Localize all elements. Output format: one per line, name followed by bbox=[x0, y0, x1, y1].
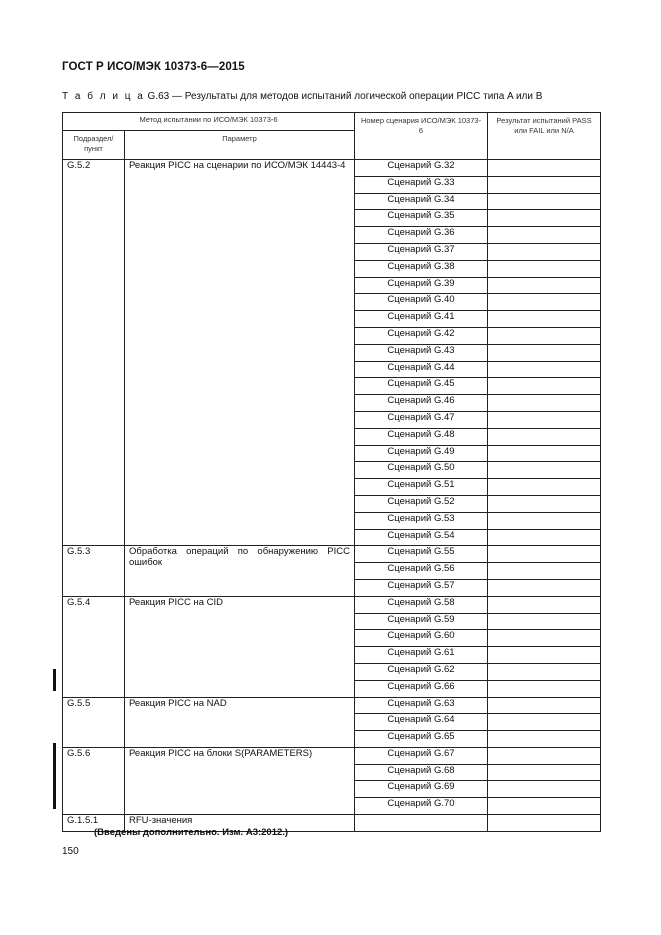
header-parameter: Параметр bbox=[125, 131, 355, 160]
scenario-cell: Сценарий G.38 bbox=[355, 260, 488, 277]
result-cell bbox=[488, 529, 601, 546]
result-cell bbox=[488, 747, 601, 764]
scenario-cell: Сценарий G.66 bbox=[355, 680, 488, 697]
result-cell bbox=[488, 697, 601, 714]
scenario-cell: Сценарий G.41 bbox=[355, 311, 488, 328]
results-table bbox=[62, 112, 601, 832]
section-code: G.5.4 bbox=[63, 596, 125, 697]
result-cell bbox=[488, 176, 601, 193]
scenario-cell: Сценарий G.51 bbox=[355, 479, 488, 496]
result-cell bbox=[488, 479, 601, 496]
scenario-cell: Сценарий G.68 bbox=[355, 764, 488, 781]
scenario-cell: Сценарий G.67 bbox=[355, 747, 488, 764]
scenario-cell: Сценарий G.43 bbox=[355, 344, 488, 361]
result-cell bbox=[488, 428, 601, 445]
parameter-cell: Реакция PICC на CID bbox=[125, 596, 355, 697]
scenario-cell: Сценарий G.61 bbox=[355, 647, 488, 664]
result-cell bbox=[488, 243, 601, 260]
scenario-cell: Сценарий G.34 bbox=[355, 193, 488, 210]
result-cell bbox=[488, 546, 601, 563]
scenario-cell: Сценарий G.54 bbox=[355, 529, 488, 546]
result-cell bbox=[488, 445, 601, 462]
table-caption bbox=[62, 91, 542, 102]
result-cell bbox=[488, 327, 601, 344]
parameter-cell: Реакция PICC на NAD bbox=[125, 697, 355, 747]
scenario-cell: Сценарий G.33 bbox=[355, 176, 488, 193]
scenario-cell: Сценарий G.52 bbox=[355, 495, 488, 512]
result-cell bbox=[488, 311, 601, 328]
table-row bbox=[63, 546, 601, 563]
scenario-cell: Сценарий G.50 bbox=[355, 462, 488, 479]
result-cell bbox=[488, 613, 601, 630]
result-cell bbox=[488, 714, 601, 731]
scenario-cell: Сценарий G.58 bbox=[355, 596, 488, 613]
result-cell bbox=[488, 495, 601, 512]
result-cell bbox=[488, 663, 601, 680]
result-cell bbox=[488, 680, 601, 697]
result-cell bbox=[488, 193, 601, 210]
result-cell bbox=[488, 596, 601, 613]
result-cell bbox=[488, 630, 601, 647]
result-cell bbox=[488, 344, 601, 361]
header-scenario: Номер сценария ИСО/МЭК 10373-6 bbox=[355, 113, 488, 160]
parameter-cell: RFU-значения bbox=[125, 815, 355, 832]
result-cell bbox=[488, 395, 601, 412]
result-cell bbox=[488, 731, 601, 748]
scenario-cell: Сценарий G.37 bbox=[355, 243, 488, 260]
section-code: G.5.5 bbox=[63, 697, 125, 747]
result-cell bbox=[488, 227, 601, 244]
scenario-cell: Сценарий G.70 bbox=[355, 798, 488, 815]
scenario-cell: Сценарий G.69 bbox=[355, 781, 488, 798]
header-result: Результат испытаний PASS или FAIL или N/A bbox=[488, 113, 601, 160]
scenario-cell: Сценарий G.32 bbox=[355, 160, 488, 177]
table-row bbox=[63, 160, 601, 177]
scenario-cell: Сценарий G.40 bbox=[355, 294, 488, 311]
page-number: 150 bbox=[62, 846, 79, 857]
section-code: G.5.2 bbox=[63, 160, 125, 546]
result-cell bbox=[488, 361, 601, 378]
result-cell bbox=[488, 563, 601, 580]
scenario-cell: Сценарий G.59 bbox=[355, 613, 488, 630]
section-code: G.5.6 bbox=[63, 747, 125, 814]
result-cell bbox=[488, 764, 601, 781]
result-cell bbox=[488, 462, 601, 479]
scenario-cell: Сценарий G.53 bbox=[355, 512, 488, 529]
scenario-cell: Сценарий G.63 bbox=[355, 697, 488, 714]
scenario-cell: Сценарий G.45 bbox=[355, 378, 488, 395]
scenario-cell: Сценарий G.42 bbox=[355, 327, 488, 344]
result-cell bbox=[488, 512, 601, 529]
table-row bbox=[63, 747, 601, 764]
result-cell bbox=[488, 277, 601, 294]
scenario-cell: Сценарий G.48 bbox=[355, 428, 488, 445]
document-header: ГОСТ Р ИСО/МЭК 10373-6—2015 bbox=[62, 61, 245, 73]
parameter-cell: Реакция PICC на блоки S(PARAMETERS) bbox=[125, 747, 355, 814]
header-section: Подраздел/ пункт bbox=[63, 131, 125, 160]
section-code: G.1.5.1 bbox=[63, 815, 125, 832]
result-cell bbox=[488, 815, 601, 832]
amendment-note: (Введены дополнительно. Изм. А3:2012.) bbox=[94, 827, 289, 838]
header-method: Метод испытании по ИСО/МЭК 10373-6 bbox=[63, 113, 355, 131]
scenario-cell: Сценарий G.56 bbox=[355, 563, 488, 580]
result-cell bbox=[488, 798, 601, 815]
scenario-cell: Сценарий G.47 bbox=[355, 411, 488, 428]
result-cell bbox=[488, 210, 601, 227]
change-bar bbox=[53, 669, 56, 691]
scenario-cell bbox=[355, 815, 488, 832]
result-cell bbox=[488, 260, 601, 277]
table-body bbox=[63, 160, 601, 832]
result-cell bbox=[488, 781, 601, 798]
result-cell bbox=[488, 411, 601, 428]
table-row bbox=[63, 697, 601, 714]
scenario-cell: Сценарий G.64 bbox=[355, 714, 488, 731]
result-cell bbox=[488, 579, 601, 596]
change-bar bbox=[53, 743, 56, 809]
scenario-cell: Сценарий G.60 bbox=[355, 630, 488, 647]
scenario-cell: Сценарий G.55 bbox=[355, 546, 488, 563]
result-cell bbox=[488, 647, 601, 664]
section-code: G.5.3 bbox=[63, 546, 125, 596]
scenario-cell: Сценарий G.49 bbox=[355, 445, 488, 462]
scenario-cell: Сценарий G.44 bbox=[355, 361, 488, 378]
caption-text: G.63 — Результаты для методов испытаний логической операции PICC типа A или B bbox=[144, 91, 543, 102]
table-row bbox=[63, 596, 601, 613]
scenario-cell: Сценарий G.35 bbox=[355, 210, 488, 227]
result-cell bbox=[488, 294, 601, 311]
parameter-cell: Обработка операций по обнаружению PICC ошибок bbox=[125, 546, 355, 596]
scenario-cell: Сценарий G.65 bbox=[355, 731, 488, 748]
caption-label: Т а б л и ц а bbox=[62, 91, 145, 102]
result-cell bbox=[488, 378, 601, 395]
parameter-cell: Реакция PICC на сценарии по ИСО/МЭК 14443-4 bbox=[125, 160, 355, 546]
scenario-cell: Сценарий G.62 bbox=[355, 663, 488, 680]
scenario-cell: Сценарий G.57 bbox=[355, 579, 488, 596]
scenario-cell: Сценарий G.36 bbox=[355, 227, 488, 244]
scenario-cell: Сценарий G.39 bbox=[355, 277, 488, 294]
scenario-cell: Сценарий G.46 bbox=[355, 395, 488, 412]
result-cell bbox=[488, 160, 601, 177]
